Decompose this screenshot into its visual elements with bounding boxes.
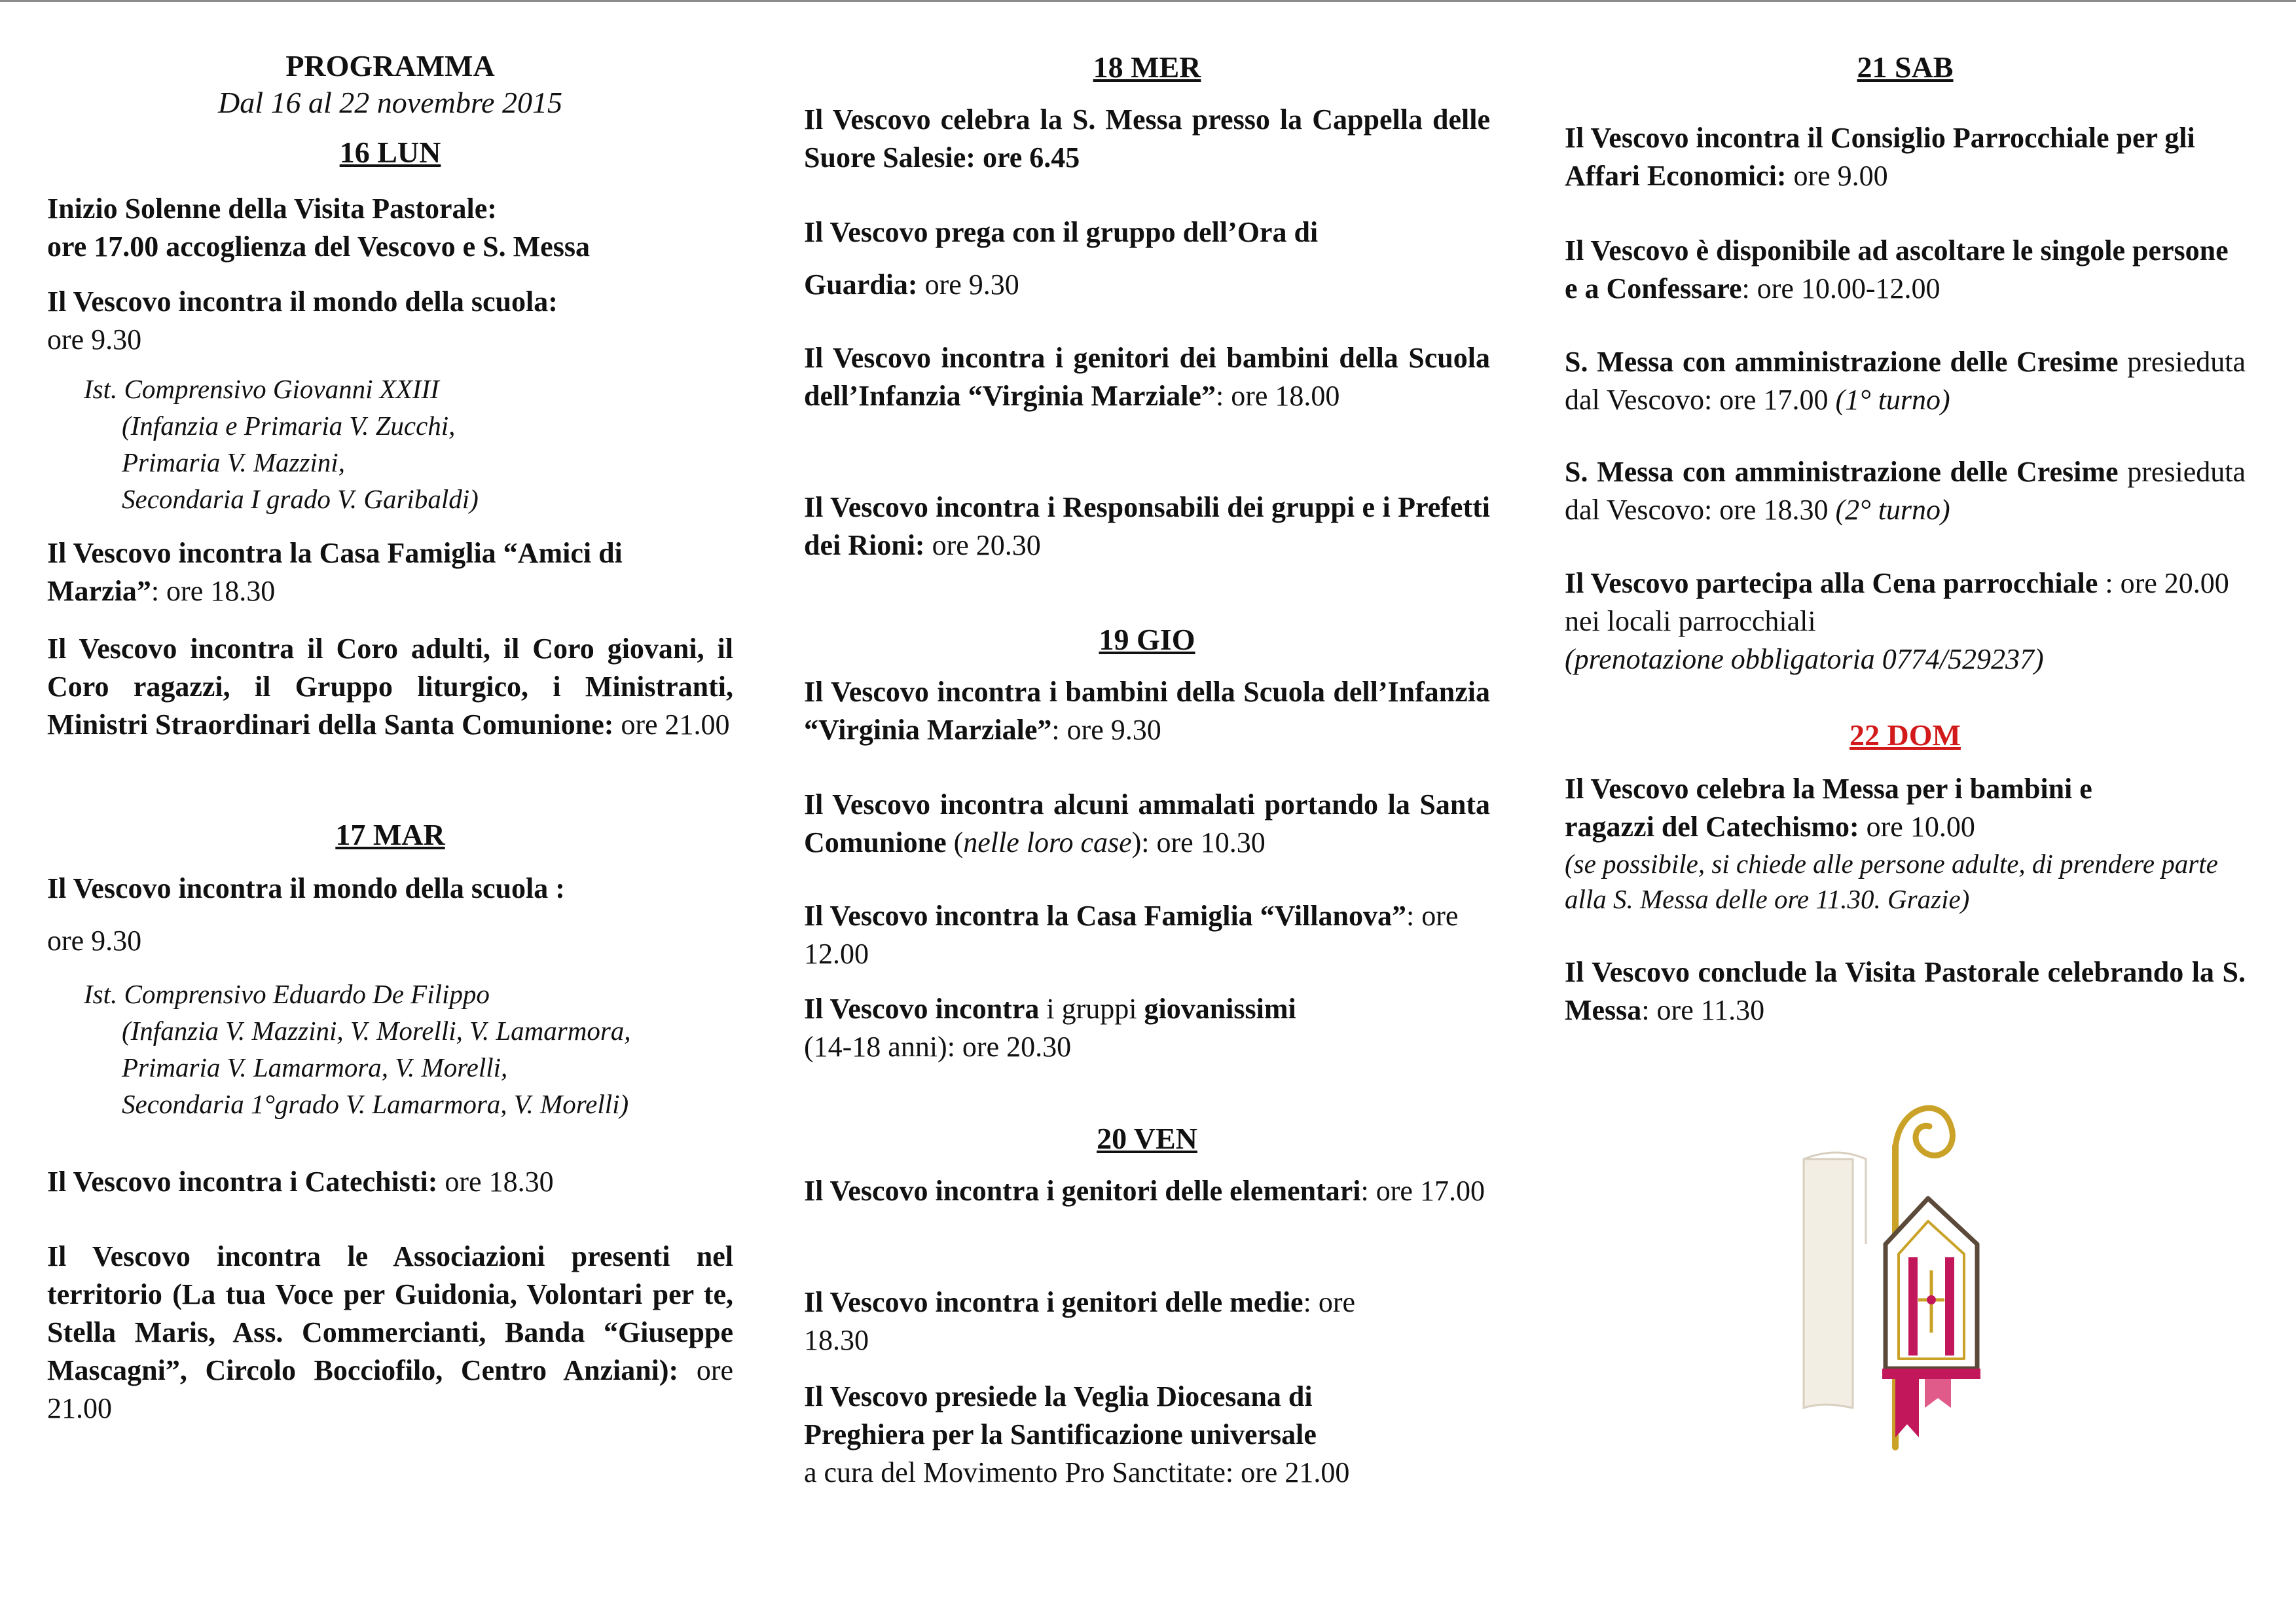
lun-event-4-time: ore 21.00 — [613, 709, 730, 741]
lun-event-2-title: Il Vescovo incontra il mondo della scuola: — [47, 286, 558, 318]
sab-event-5-note: (prenotazione obbligatoria 0774/529237) — [1565, 643, 2044, 675]
mar-school-line: (Infanzia V. Mazzini, V. Morelli, V. Lamarmora, — [122, 1016, 631, 1046]
mar-event-2-time: ore 18.30 — [437, 1166, 554, 1198]
ven-event-2-title: Il Vescovo incontra i genitori delle medie — [804, 1286, 1303, 1318]
mar-event-2 — [47, 1163, 733, 1201]
gio-event-4-text: i gruppi — [1039, 993, 1144, 1025]
dom-event-2-title: Il Vescovo conclude la Visita Pastorale celebrando la S. Messa — [1565, 956, 2246, 1026]
day-heading-dom: 22 DOM — [1850, 718, 1961, 752]
gio-event-4-group: giovanissimi — [1144, 993, 1296, 1025]
gio-event-4 — [804, 990, 1490, 1066]
ven-event-3-title-cont: Preghiera per la Santificazione universale — [804, 1418, 1317, 1450]
sab-event-5-time: : ore 20.00 nei locali parrocchiali — [1565, 567, 2229, 637]
lun-event-3-title: Il Vescovo incontra la Casa Famiglia “Amici di Marzia” — [47, 537, 623, 607]
ven-event-3-time: a cura del Movimento Pro Sanctitate: ore 21.00 — [804, 1456, 1350, 1488]
lun-event-4 — [47, 630, 733, 744]
dom-event-1-time: ore 10.00 — [1859, 811, 1975, 843]
mar-event-3-title: Il Vescovo incontra le Associazioni presenti nel territorio (La tua Voce per Guidonia, Volontari per te, Stella Maris, Ass. Commercianti, Banda “Giuseppe Mascagni”, Circolo Bocciofilo, Centro Anziani): — [47, 1240, 733, 1386]
mar-school-list — [84, 976, 770, 1122]
gio-event-2-note: nelle loro case — [963, 826, 1132, 858]
gio-event-4-time: (14-18 anni): ore 20.30 — [804, 1031, 1072, 1063]
gio-event-1-time: : ore 9.30 — [1051, 714, 1161, 746]
mar-event-3-time: ore 21.00 — [47, 1354, 733, 1424]
day-heading-lun: 16 LUN — [339, 136, 441, 169]
lun-school-line: Secondaria I grado V. Garibaldi) — [122, 484, 479, 514]
mer-event-1: Il Vescovo celebra la S. Messa presso la Cappella delle Suore Salesie: ore 6.45 — [804, 103, 1490, 174]
gio-event-3 — [804, 897, 1490, 973]
ven-event-2 — [804, 1283, 1406, 1359]
day-heading-mer: 18 MER — [1093, 50, 1201, 84]
mer-event-2-title-cont: Guardia: — [804, 268, 918, 301]
lun-school-line: (Infanzia e Primaria V. Zucchi, — [122, 411, 456, 441]
mar-event-1-title: Il Vescovo incontra il mondo della scuola : — [47, 872, 565, 904]
ven-event-2-time: : ore 18.30 — [804, 1286, 1355, 1356]
sab-event-2-time: : ore 10.00-12.00 — [1741, 272, 1941, 304]
dom-event-1-title: Il Vescovo celebra la Messa per i bambini e — [1565, 773, 2092, 805]
dom-event-2-time: : ore 11.30 — [1641, 994, 1765, 1026]
mar-event-1 — [47, 870, 733, 960]
gio-event-3-title: Il Vescovo incontra la Casa Famiglia “Villanova” — [804, 900, 1406, 932]
mar-school-line: Secondaria 1°grado V. Lamarmora, V. Morelli) — [122, 1089, 629, 1119]
lun-event-1-line2: ore 17.00 accoglienza del Vescovo e S. Messa — [47, 231, 590, 263]
mer-event-3-time: : ore 18.00 — [1215, 380, 1340, 412]
ven-event-3 — [804, 1378, 1490, 1492]
day-heading-ven: 20 VEN — [1097, 1122, 1197, 1155]
program-title: PROGRAMMA — [285, 49, 495, 83]
mer-event-4-title: Il Vescovo incontra i Responsabili dei gruppi e i Prefetti dei Rioni: — [804, 491, 1490, 561]
sab-event-4-turn: (2° turno) — [1835, 494, 1950, 526]
mitre-icon — [1882, 1198, 1980, 1437]
top-rule — [0, 0, 2296, 2]
mar-school-line: Primaria V. Lamarmora, V. Morelli, — [122, 1052, 508, 1082]
lun-event-4-title: Il Vescovo incontra il Coro adulti, il Coro giovani, il Coro ragazzi, il Gruppo liturgico, i Ministranti, Ministri Straordinari della Santa Comunione: — [47, 633, 733, 741]
mar-school-line: Ist. Comprensivo Eduardo De Filippo — [84, 979, 490, 1009]
lun-event-2-time: ore 9.30 — [47, 323, 142, 356]
mer-event-2-time: ore 9.30 — [917, 268, 1019, 301]
sab-event-4-title: S. Messa con amministrazione delle Cresime — [1565, 456, 2119, 488]
lun-school-list — [84, 371, 770, 517]
gio-event-2 — [804, 786, 1490, 862]
lun-school-line: Primaria V. Mazzini, — [122, 447, 345, 477]
banner-shape — [1804, 1153, 1866, 1408]
sab-event-1-title: Il Vescovo incontra il Consiglio Parrocchiale per gli Affari Economici: — [1565, 122, 2195, 192]
gio-event-1 — [804, 673, 1490, 749]
mer-event-2 — [804, 213, 1490, 304]
lun-event-2 — [47, 283, 733, 359]
lun-event-3 — [47, 534, 733, 610]
pastoral-visit-logo-icon — [1791, 1080, 2039, 1460]
sab-event-4-time: presieduta dal Vescovo: ore 18.30 — [1565, 456, 2246, 526]
day-heading-mar: 17 MAR — [335, 818, 445, 851]
gio-event-2-time: ): ore 10.30 — [1131, 826, 1266, 858]
sab-event-3 — [1565, 343, 2246, 419]
gio-event-3-time: : ore 12.00 — [804, 900, 1459, 970]
sab-event-3-time: presieduta dal Vescovo: ore 17.00 — [1565, 346, 2246, 416]
dom-event-1 — [1565, 770, 2246, 917]
dom-event-2 — [1565, 953, 2246, 1029]
gio-event-2-paren: ( — [946, 826, 964, 858]
lun-event-1-line1: Inizio Solenne della Visita Pastorale: — [47, 193, 497, 225]
sab-event-3-title: S. Messa con amministrazione delle Cresime — [1565, 346, 2119, 378]
mer-event-4 — [804, 489, 1490, 564]
sab-event-1-time: ore 9.00 — [1786, 160, 1888, 192]
sab-event-1 — [1565, 119, 2246, 195]
gio-event-4-title: Il Vescovo incontra — [804, 993, 1040, 1025]
sab-event-5 — [1565, 564, 2246, 678]
mar-event-3 — [47, 1238, 733, 1428]
dom-event-1-title-cont: ragazzi del Catechismo: — [1565, 811, 1859, 843]
ven-event-1 — [804, 1172, 1490, 1210]
program-subtitle: Dal 16 al 22 novembre 2015 — [218, 86, 562, 119]
gio-event-1-title: Il Vescovo incontra i bambini della Scuola dell’Infanzia “Virginia Marziale” — [804, 676, 1490, 746]
lun-school-line: Ist. Comprensivo Giovanni XXIII — [84, 374, 439, 404]
sab-event-5-title: Il Vescovo partecipa alla Cena parrocchiale — [1565, 567, 2098, 599]
sab-event-3-turn: (1° turno) — [1835, 384, 1950, 416]
ven-event-1-title: Il Vescovo incontra i genitori delle elementari — [804, 1175, 1361, 1207]
mer-event-2-title: Il Vescovo prega con il gruppo dell’Ora di — [804, 216, 1319, 248]
mar-event-1-time: ore 9.30 — [47, 925, 142, 957]
lun-event-3-time: : ore 18.30 — [151, 575, 276, 607]
gio-event-2-title: Il Vescovo incontra alcuni ammalati portando la Santa Comunione — [804, 788, 1490, 858]
mar-event-2-title: Il Vescovo incontra i Catechisti: — [47, 1166, 438, 1198]
sab-event-2-title: Il Vescovo è disponibile ad ascoltare le singole persone e a Confessare — [1565, 234, 2229, 304]
mer-event-4-time: ore 20.30 — [924, 529, 1041, 561]
day-heading-sab: 21 SAB — [1857, 50, 1954, 84]
dom-event-1-note: (se possibile, si chiede alle persone adulte, di prendere parte alla S. Messa delle ore 11.30. Grazie) — [1565, 849, 2218, 914]
sab-event-4 — [1565, 453, 2246, 529]
mer-event-3-title: Il Vescovo incontra i genitori dei bambini della Scuola dell’Infanzia “Virginia Marziale” — [804, 342, 1490, 412]
lun-event-1 — [47, 190, 733, 266]
sab-event-2 — [1565, 232, 2246, 308]
day-heading-gio: 19 GIO — [1099, 623, 1195, 656]
ven-event-3-title: Il Vescovo presiede la Veglia Diocesana di — [804, 1380, 1313, 1412]
mer-event-3 — [804, 339, 1490, 415]
ven-event-1-time: : ore 17.00 — [1360, 1175, 1485, 1207]
